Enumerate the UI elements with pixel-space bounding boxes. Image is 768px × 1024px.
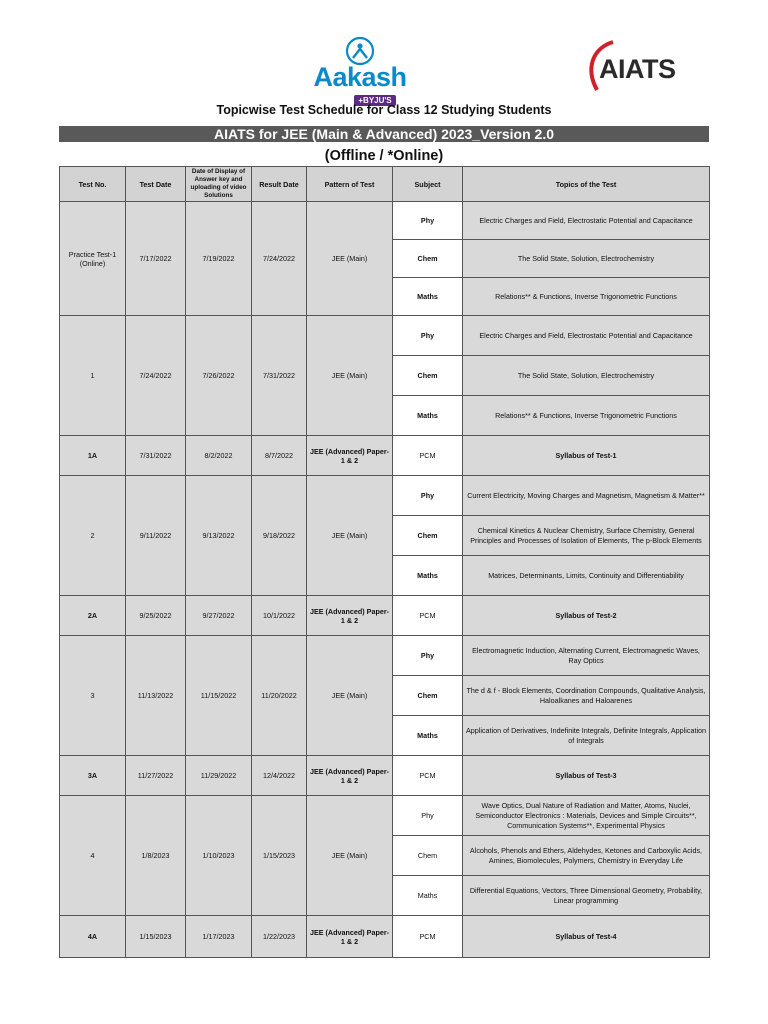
- test-no-cell: 3: [60, 636, 126, 756]
- subject-cell: Chem: [393, 676, 463, 716]
- result-date-cell: 1/22/2023: [252, 916, 307, 958]
- topics-cell: The d & f - Block Elements, Coordination Compounds, Qualitative Analysis, Haloalkanes and Haloarenes: [463, 676, 710, 716]
- topics-cell: Electric Charges and Field, Electrostatic Potential and Capacitance: [463, 202, 710, 240]
- result-date-cell: 7/31/2022: [252, 316, 307, 436]
- schedule-table: [59, 166, 710, 958]
- topics-cell: Wave Optics, Dual Nature of Radiation and Matter, Atoms, Nuclei, Semiconductor Electronics : Materials, Devices and Simple Circuits**, Communication Systems**, Experimental Physics: [463, 796, 710, 836]
- topics-cell: Electromagnetic Induction, Alternating Current, Electromagnetic Waves, Ray Optics: [463, 636, 710, 676]
- test-mode-label: (Offline / *Online): [324, 148, 444, 164]
- topics-cell: The Solid State, Solution, Electrochemistry: [463, 356, 710, 396]
- answer-key-cell: 1/17/2023: [186, 916, 252, 958]
- col-answer-key-date: Date of Display of Answer key and uploading of video Solutions: [186, 167, 252, 202]
- pattern-cell: JEE (Main): [307, 796, 393, 916]
- result-date-cell: 12/4/2022: [252, 756, 307, 796]
- col-result-date: Result Date: [252, 167, 307, 202]
- pattern-cell: JEE (Main): [307, 316, 393, 436]
- answer-key-cell: 8/2/2022: [186, 436, 252, 476]
- col-subject: Subject: [393, 167, 463, 202]
- test-no-cell: 1A: [60, 436, 126, 476]
- topics-cell: Syllabus of Test-1: [463, 436, 710, 476]
- test-no-cell: 4A: [60, 916, 126, 958]
- test-no-cell: 2A: [60, 596, 126, 636]
- subject-cell: PCM: [393, 916, 463, 958]
- subject-cell: Chem: [393, 240, 463, 278]
- test-date-cell: 9/11/2022: [126, 476, 186, 596]
- subject-cell: PCM: [393, 596, 463, 636]
- pattern-cell: JEE (Main): [307, 476, 393, 596]
- test-date-cell: 7/17/2022: [126, 202, 186, 316]
- topics-cell: Differential Equations, Vectors, Three Dimensional Geometry, Probability, Linear programming: [463, 876, 710, 916]
- topics-cell: Chemical Kinetics & Nuclear Chemistry, Surface Chemistry, General Principles and Processes of Isolation of Elements, The p-Block Elements: [463, 516, 710, 556]
- aakash-brand-text: Aakash: [313, 62, 407, 92]
- test-date-cell: 11/13/2022: [126, 636, 186, 756]
- subject-cell: Chem: [393, 356, 463, 396]
- answer-key-cell: 1/10/2023: [186, 796, 252, 916]
- table-header-row: [60, 167, 710, 202]
- subject-cell: PCM: [393, 756, 463, 796]
- pattern-cell: JEE (Main): [307, 202, 393, 316]
- test-date-cell: 7/24/2022: [126, 316, 186, 436]
- schedule-banner: AIATS for JEE (Main & Advanced) 2023_Version 2.0: [59, 126, 709, 142]
- aiats-logo: [583, 40, 693, 92]
- aiats-brand-text: AIATS: [599, 54, 676, 84]
- col-pattern: Pattern of Test: [307, 167, 393, 202]
- result-date-cell: 11/20/2022: [252, 636, 307, 756]
- subject-cell: Maths: [393, 396, 463, 436]
- test-no-cell: 4: [60, 796, 126, 916]
- col-topics: Topics of the Test: [463, 167, 710, 202]
- topics-cell: Syllabus of Test-4: [463, 916, 710, 958]
- topics-cell: Matrices, Determinants, Limits, Continuity and Differentiability: [463, 556, 710, 596]
- col-test-date: Test Date: [126, 167, 186, 202]
- table-row: [60, 756, 710, 796]
- table-row: [60, 436, 710, 476]
- answer-key-cell: 7/26/2022: [186, 316, 252, 436]
- test-no-cell: Practice Test-1 (Online): [60, 202, 126, 316]
- subject-cell: Phy: [393, 636, 463, 676]
- answer-key-cell: 9/27/2022: [186, 596, 252, 636]
- answer-key-cell: 9/13/2022: [186, 476, 252, 596]
- subject-cell: Maths: [393, 278, 463, 316]
- subject-cell: Maths: [393, 556, 463, 596]
- topics-cell: Current Electricity, Moving Charges and Magnetism, Magnetism & Matter**: [463, 476, 710, 516]
- table-row: [60, 316, 710, 356]
- subject-cell: Phy: [393, 202, 463, 240]
- test-date-cell: 1/15/2023: [126, 916, 186, 958]
- pattern-cell: JEE (Main): [307, 636, 393, 756]
- subject-cell: Phy: [393, 316, 463, 356]
- table-row: [60, 636, 710, 676]
- subject-cell: Phy: [393, 476, 463, 516]
- test-date-cell: 9/25/2022: [126, 596, 186, 636]
- subject-cell: Chem: [393, 516, 463, 556]
- topics-cell: Application of Derivatives, Indefinite Integrals, Definite Integrals, Application of Integrals: [463, 716, 710, 756]
- pattern-cell: JEE (Advanced) Paper-1 & 2: [307, 916, 393, 958]
- test-no-cell: 1: [60, 316, 126, 436]
- topics-cell: The Solid State, Solution, Electrochemistry: [463, 240, 710, 278]
- subject-cell: Maths: [393, 716, 463, 756]
- answer-key-cell: 11/15/2022: [186, 636, 252, 756]
- col-test-no: Test No.: [60, 167, 126, 202]
- pattern-cell: JEE (Advanced) Paper-1 & 2: [307, 436, 393, 476]
- subject-cell: Chem: [393, 836, 463, 876]
- pattern-cell: JEE (Advanced) Paper-1 & 2: [307, 596, 393, 636]
- topics-cell: Relations** & Functions, Inverse Trigonometric Functions: [463, 278, 710, 316]
- answer-key-cell: 11/29/2022: [186, 756, 252, 796]
- table-row: [60, 476, 710, 516]
- topics-cell: Electric Charges and Field, Electrostatic Potential and Capacitance: [463, 316, 710, 356]
- test-no-cell: 3A: [60, 756, 126, 796]
- aakash-logo: [300, 36, 420, 105]
- test-no-cell: 2: [60, 476, 126, 596]
- subject-cell: PCM: [393, 436, 463, 476]
- test-date-cell: 7/31/2022: [126, 436, 186, 476]
- subject-cell: Phy: [393, 796, 463, 836]
- table-row: [60, 202, 710, 240]
- document-title: Topicwise Test Schedule for Class 12 Studying Students: [216, 103, 552, 117]
- topics-cell: Relations** & Functions, Inverse Trigonometric Functions: [463, 396, 710, 436]
- byjus-badge: +BYJU'S: [354, 95, 395, 106]
- topics-cell: Syllabus of Test-3: [463, 756, 710, 796]
- table-row: [60, 796, 710, 836]
- result-date-cell: 1/15/2023: [252, 796, 307, 916]
- topics-cell: Alcohols, Phenols and Ethers, Aldehydes, Ketones and Carboxylic Acids, Amines, Biomolecules, Polymers, Chemistry in Everyday Life: [463, 836, 710, 876]
- answer-key-cell: 7/19/2022: [186, 202, 252, 316]
- test-date-cell: 11/27/2022: [126, 756, 186, 796]
- pattern-cell: JEE (Advanced) Paper-1 & 2: [307, 756, 393, 796]
- result-date-cell: 7/24/2022: [252, 202, 307, 316]
- result-date-cell: 9/18/2022: [252, 476, 307, 596]
- result-date-cell: 8/7/2022: [252, 436, 307, 476]
- topics-cell: Syllabus of Test-2: [463, 596, 710, 636]
- test-date-cell: 1/8/2023: [126, 796, 186, 916]
- subject-cell: Maths: [393, 876, 463, 916]
- table-row: [60, 596, 710, 636]
- result-date-cell: 10/1/2022: [252, 596, 307, 636]
- table-row: [60, 916, 710, 958]
